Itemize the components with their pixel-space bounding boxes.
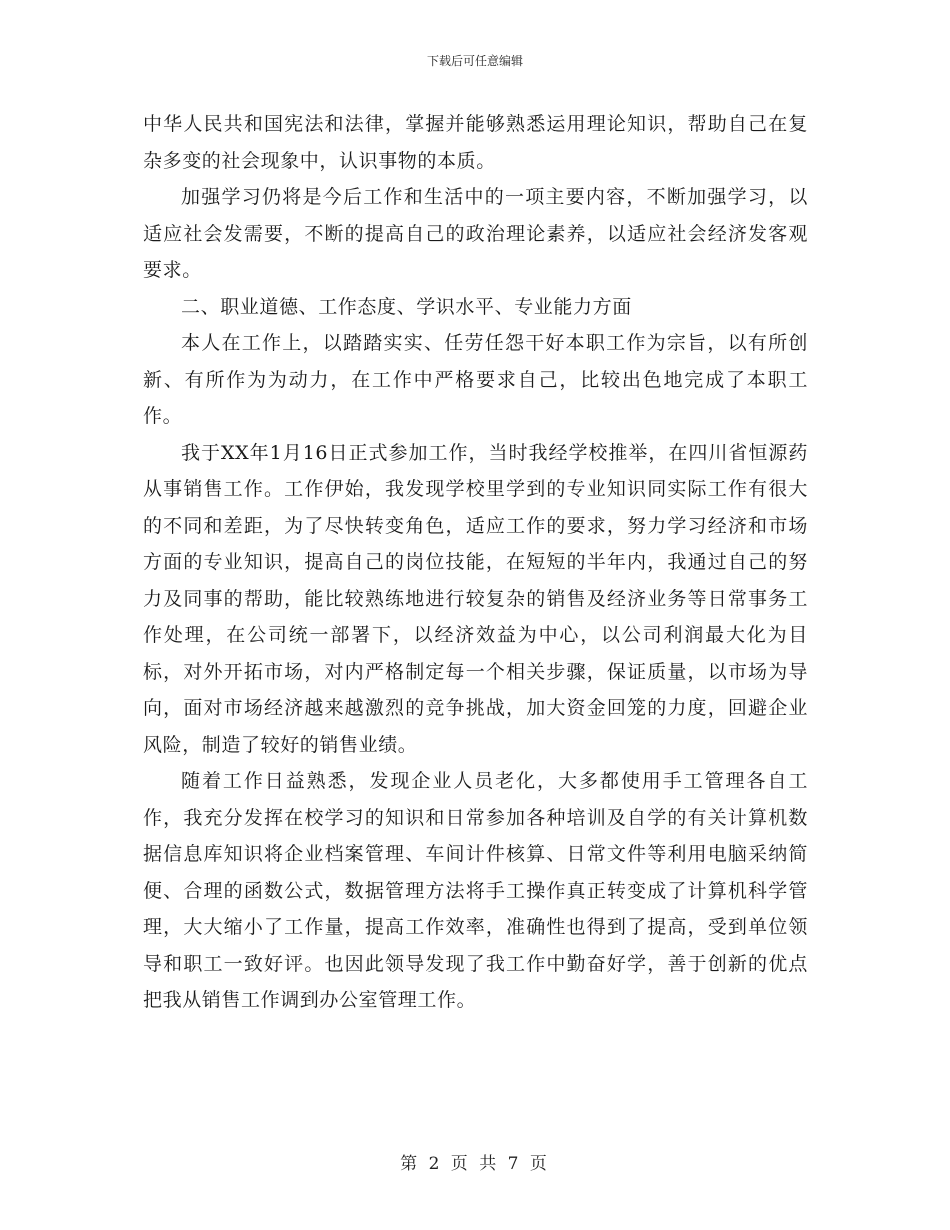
- page-number: 第 2 页 共 7 页: [400, 1154, 550, 1174]
- header-note: 下载后可任意编辑: [426, 54, 523, 68]
- paragraph-continuation: 中华人民共和国宪法和法律，掌握并能够熟悉运用理论知识，帮助自己在复杂多变的社会现象中，认识事物的本质。: [143, 113, 808, 172]
- paragraph-study: 加强学习仍将是今后工作和生活中的一项主要内容，不断加强学习，以适应社会发需要，不断的提高自己的政治理论素养，以适应社会经济发客观要求。: [143, 186, 808, 281]
- paragraph-office-work: 随着工作日益熟悉，发现企业人员老化，大多都使用手工管理各自工作，我充分发挥在校学习的知识和日常参加各种培训及自学的有关计算机数据信息库知识将企业档案管理、车间计件核算、日常文件等利用电脑采纳简便、合理的函数公式，数据管理方法将手工操作真正转变成了计算机科学管理，大大缩小了工作量，提高工作效率，准确性也得到了提高，受到单位领导和职工一致好评。也因此领导发现了我工作中勤奋好学，善于创新的优点把我从销售工作调到办公室管理工作。: [143, 770, 808, 1011]
- section-heading: 二、职业道德、工作态度、学识水平、专业能力方面: [181, 295, 632, 318]
- paragraph-sales-work: 我于XX年1月16日正式参加工作，当时我经学校推举，在四川省恒源药从事销售工作。工作伊始，我发现学校里学到的专业知识同实际工作有很大的不同和差距，为了尽快转变角色，适应工作的要求，努力学习经济和市场方面的专业知识，提高自己的岗位技能，在短短的半年内，我通过自己的努力及同事的帮助，能比较熟练地进行较复杂的销售及经济业务等日常事务工作处理，在公司统一部署下，以经济效益为中心，以公司利润最大化为目标，对外开拓市场，对内严格制定每一个相关步骤，保证质量，以市场为导向，面对市场经济越来越激烈的竞争挑战，加大资金回笼的力度，回避企业风险，制造了较好的销售业绩。: [143, 441, 808, 756]
- paragraph-work-attitude: 本人在工作上，以踏踏实实、任劳任怨干好本职工作为宗旨，以有所创新、有所作为为动力，在工作中严格要求自己，比较出色地完成了本职工作。: [143, 332, 808, 427]
- document-body: [143, 106, 808, 1019]
